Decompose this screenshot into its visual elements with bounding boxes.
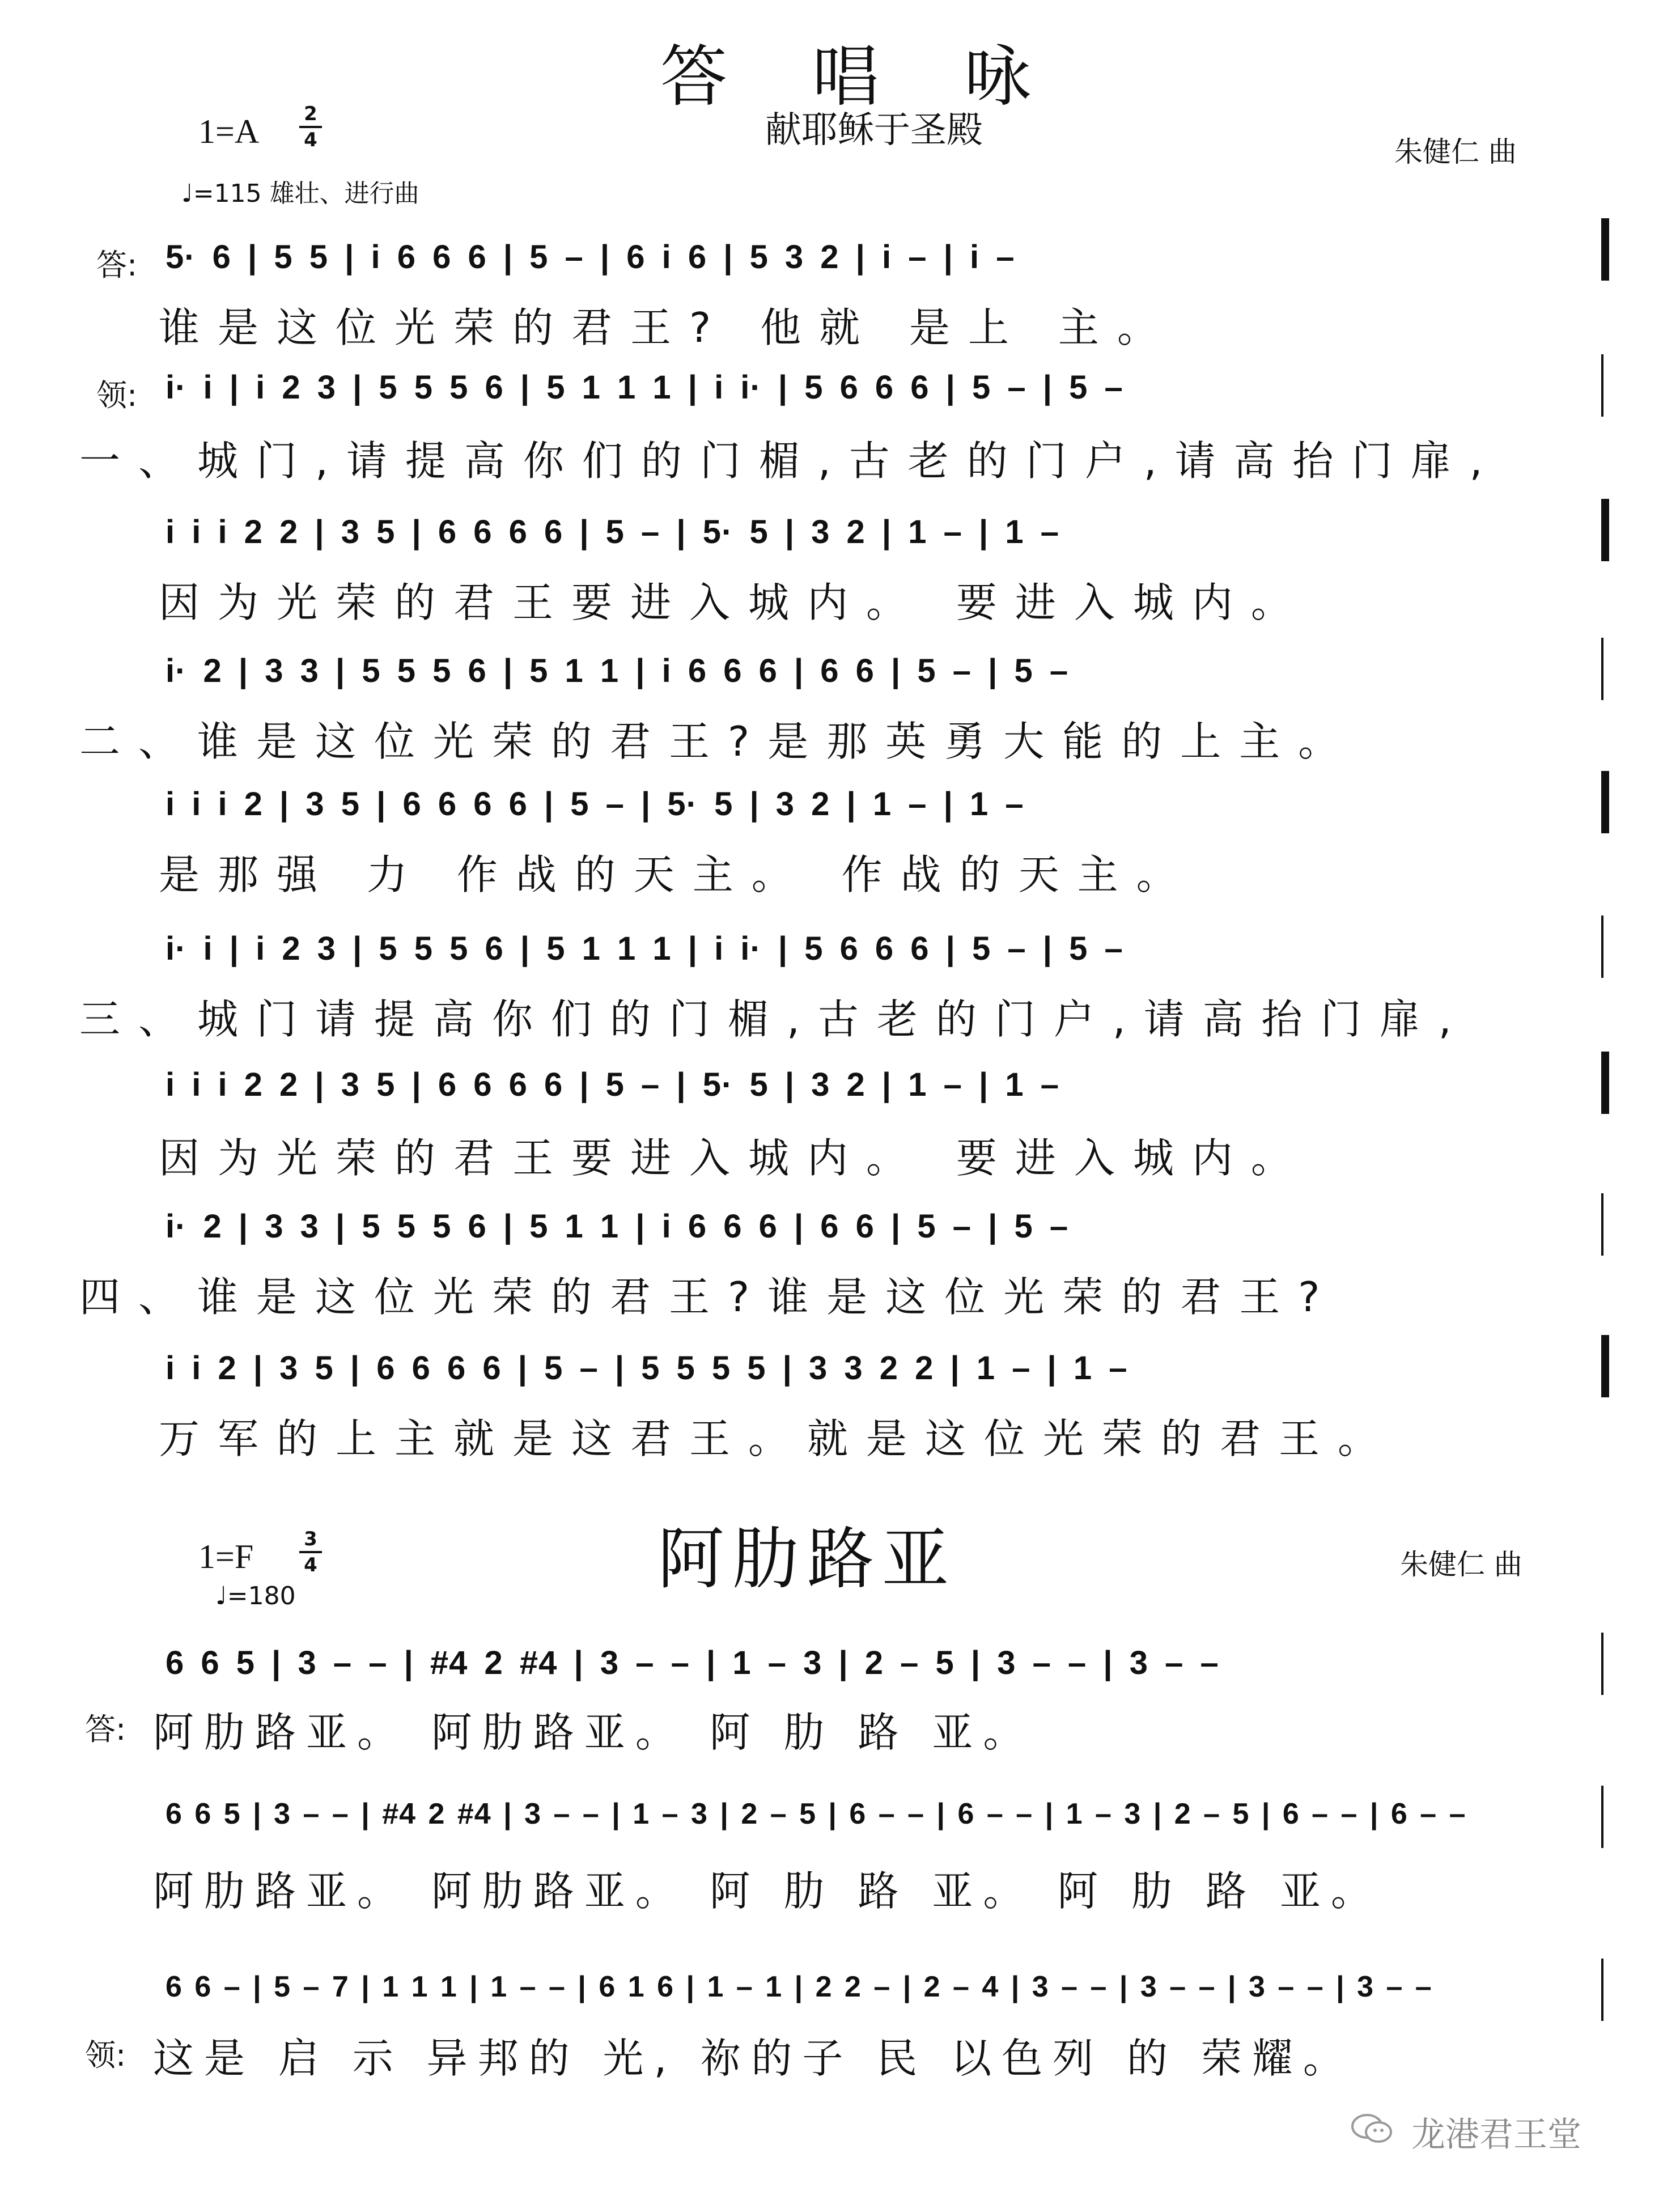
song2-line1-notes: 6 6 5 | 3 – – | #4 2 #4 | 3 – – | 1 – 3 | 2 – 5 | 3 – – | 3 – – bbox=[166, 1644, 1219, 1681]
verse2-line2-notes: i i i 2 | 3 5 | 6 6 6 6 | 5 – | 5· 5 | 3 2 | 1 – | 1 – bbox=[166, 786, 1024, 823]
song1-response-prefix: 答: bbox=[96, 247, 138, 283]
barline bbox=[1601, 1786, 1603, 1848]
song2-title: 阿肋路亚 bbox=[657, 1520, 957, 1598]
verse1-line1-lyrics: 一、城门,请提高你们的门楣,古老的门户,请高抬门扉, bbox=[79, 437, 1501, 485]
wechat-icon bbox=[1349, 2112, 1394, 2146]
song1-tempo: ♩=115 雄壮、进行曲 bbox=[181, 179, 419, 208]
song2-line3-lyrics: 这是 启 示 异邦的 光, 祢的子 民 以色列 的 荣耀。 bbox=[153, 2035, 1354, 2082]
song2-lead-prefix: 领: bbox=[85, 2037, 126, 2073]
barline bbox=[1601, 1193, 1603, 1256]
song1-response-lyrics: 谁是这位光荣的君王? 他就 是上 主。 bbox=[159, 304, 1176, 351]
verse4-line2-notes: i i 2 | 3 5 | 6 6 6 6 | 5 – | 5 5 5 5 | 3 3 2 2 | 1 – | 1 – bbox=[166, 1350, 1128, 1387]
song1-lead-prefix: 领: bbox=[96, 378, 138, 413]
song1-time-signature bbox=[299, 104, 322, 150]
song2-composer: 朱健仁 曲 bbox=[1400, 1548, 1522, 1581]
song2-time-den: 4 bbox=[304, 1554, 317, 1576]
verse2-line1-notes: i· 2 | 3 3 | 5 5 5 6 | 5 1 1 | i 6 6 6 | 6 6 | 5 – | 5 – bbox=[166, 652, 1069, 689]
verse3-line2-lyrics: 因为光荣的君王要进入城内。 要进入城内。 bbox=[159, 1134, 1310, 1182]
barline bbox=[1601, 638, 1603, 700]
song1-time-den: 4 bbox=[304, 129, 317, 151]
song2-time-num: 3 bbox=[299, 1529, 322, 1553]
final-barline bbox=[1601, 218, 1609, 281]
song1-time-num: 2 bbox=[299, 104, 322, 128]
verse1-line2-lyrics: 因为光荣的君王要进入城内。 要进入城内。 bbox=[159, 579, 1310, 626]
verse1-line2-notes: i i i 2 2 | 3 5 | 6 6 6 6 | 5 – | 5· 5 | 3 2 | 1 – | 1 – bbox=[166, 514, 1059, 550]
verse2-line1-lyrics: 二、谁是这位光荣的君王?是那英勇大能的上主。 bbox=[79, 718, 1357, 765]
verse2-line2-lyrics: 是那强 力 作战的天主。 作战的天主。 bbox=[159, 851, 1195, 898]
verse3-line1-lyrics: 三、城门请提高你们的门楣,古老的门户,请高抬门扉, bbox=[79, 995, 1470, 1043]
final-barline bbox=[1601, 771, 1609, 833]
song1-lead-notes: i· i | i 2 3 | 5 5 5 6 | 5 1 1 1 | i i· | 5 6 6 6 | 5 – | 5 – bbox=[166, 369, 1123, 406]
song2-line2-lyrics: 阿肋路亚。 阿肋路亚。 阿 肋 路 亚。 阿 肋 路 亚。 bbox=[153, 1867, 1382, 1915]
song1-response-notes: 5· 6 | 5 5 | i 6 6 6 | 5 – | 6 i 6 | 5 3 2 | i – | i – bbox=[166, 239, 1015, 276]
verse4-line1-notes: i· 2 | 3 3 | 5 5 5 6 | 5 1 1 | i 6 6 6 | 6 6 | 5 – | 5 – bbox=[166, 1208, 1069, 1245]
final-barline bbox=[1601, 1335, 1609, 1397]
verse4-line2-lyrics: 万军的上主就是这君王。就是这位光荣的君王。 bbox=[159, 1415, 1397, 1463]
song2-line1-lyrics: 阿肋路亚。 阿肋路亚。 阿 肋 路 亚。 bbox=[153, 1709, 1034, 1756]
song2-line2-notes: 6 6 5 | 3 – – | #4 2 #4 | 3 – – | 1 – 3 | 2 – 5 | 6 – – | 6 – – | 1 – 3 | 2 – 5 | 6 – – | 6 – – bbox=[166, 1798, 1466, 1830]
final-barline bbox=[1601, 499, 1609, 561]
song1-title: 答唱咏 bbox=[660, 37, 1117, 116]
barline bbox=[1601, 1959, 1603, 2021]
song2-line3-notes: 6 6 – | 5 – 7 | 1 1 1 | 1 – – | 6 1 6 | 1 – 1 | 2 2 – | 2 – 4 | 3 – – | 3 – – | 3 – – | 3 – – bbox=[166, 1970, 1432, 2003]
song2-tempo: ♩=180 bbox=[215, 1582, 296, 1610]
barline bbox=[1601, 354, 1603, 417]
barline bbox=[1601, 915, 1603, 978]
final-barline bbox=[1601, 1052, 1609, 1114]
song2-response-prefix: 答: bbox=[85, 1711, 126, 1747]
barline bbox=[1601, 1633, 1603, 1695]
verse3-line1-notes: i· i | i 2 3 | 5 5 5 6 | 5 1 1 1 | i i· | 5 6 6 6 | 5 – | 5 – bbox=[166, 930, 1123, 967]
song1-key: 1=A bbox=[198, 113, 260, 150]
verse4-line1-lyrics: 四、谁是这位光荣的君王?谁是这位光荣的君王? bbox=[79, 1273, 1338, 1321]
song1-subtitle: 献耶稣于圣殿 bbox=[765, 109, 983, 151]
verse3-line2-notes: i i i 2 2 | 3 5 | 6 6 6 6 | 5 – | 5· 5 | 3 2 | 1 – | 1 – bbox=[166, 1066, 1059, 1103]
song1-composer: 朱健仁 曲 bbox=[1394, 135, 1517, 168]
watermark-text: 龙港君王堂 bbox=[1411, 2115, 1581, 2155]
song2-key: 1=F bbox=[198, 1538, 254, 1575]
song2-time-signature bbox=[299, 1529, 322, 1575]
